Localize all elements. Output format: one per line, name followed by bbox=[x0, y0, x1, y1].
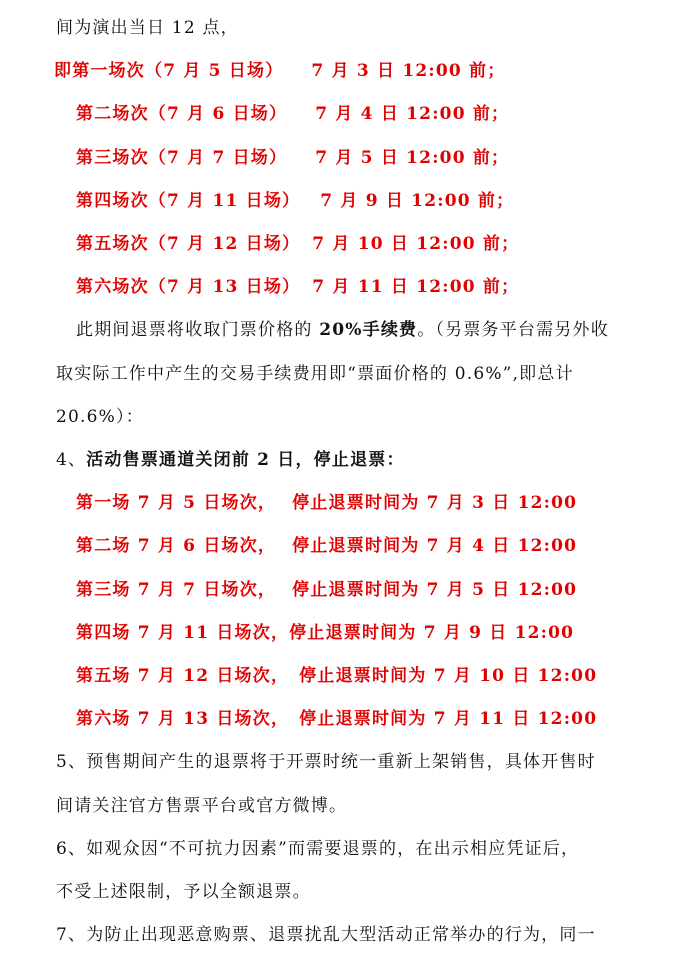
refund-deadline-4: 第四场次（7 月 11 日场） 7 月 9 日 12:00 前； bbox=[76, 190, 515, 211]
text-line: 间为演出当日 12 点， bbox=[56, 18, 239, 38]
refund-deadline-5: 第五场次（7 月 12 日场） 7 月 10 日 12:00 前； bbox=[76, 234, 520, 254]
item-5-line-1: 5、预售期间产生的退票将于开票时统一重新上架销售，具体开售时 bbox=[56, 752, 596, 773]
stop-refund-1: 第一场 7 月 5 日场次， 停止退票时间为 7 月 3 日 12:00 bbox=[76, 493, 578, 514]
item-5-line-2: 间请关注官方售票平台或官方微博。 bbox=[56, 795, 348, 816]
refund-deadline-1: 即第一场次（7 月 5 日场） 7 月 3 日 12:00 前； bbox=[54, 61, 506, 82]
stop-refund-4: 第四场 7 月 11 日场次，停止退票时间为 7 月 9 日 12:00 bbox=[76, 622, 575, 643]
refund-deadline-2: 第二场次（7 月 6 日场） 7 月 4 日 12:00 前； bbox=[76, 104, 510, 125]
item-6-line-1: 6、如观众因“不可抗力因素”而需要退票的，在出示相应凭证后， bbox=[56, 838, 580, 859]
item-7-line-1: 7、为防止出现恶意购票、退票扰乱大型活动正常举办的行为，同一 bbox=[56, 925, 596, 946]
item-6-line-2: 不受上述限制，予以全额退票。 bbox=[56, 882, 311, 902]
fee-paragraph-line-3: 20.6%）： bbox=[56, 406, 144, 427]
stop-refund-3: 第三场 7 月 7 日场次， 停止退票时间为 7 月 5 日 12:00 bbox=[76, 579, 578, 600]
fee-paragraph-line-1: 此期间退票将收取门票价格的 20%手续费。（另票务平台需另外收 bbox=[76, 320, 609, 341]
stop-refund-2: 第二场 7 月 6 日场次， 停止退票时间为 7 月 4 日 12:00 bbox=[76, 536, 578, 557]
fee-highlight: 20%手续费 bbox=[319, 320, 418, 341]
fee-paragraph-line-2: 取实际工作中产生的交易手续费用即“票面价格的 0.6%”,即总计 bbox=[56, 363, 574, 384]
stop-refund-5: 第五场 7 月 12 日场次， 停止退票时间为 7 月 10 日 12:00 bbox=[76, 666, 598, 686]
item-4-heading: 4、活动售票通道关闭前 2 日，停止退票： bbox=[56, 450, 405, 470]
refund-deadline-3: 第三场次（7 月 7 日场） 7 月 5 日 12:00 前； bbox=[76, 147, 510, 168]
refund-deadline-6: 第六场次（7 月 13 日场） 7 月 11 日 12:00 前； bbox=[76, 277, 520, 298]
stop-refund-6: 第六场 7 月 13 日场次， 停止退票时间为 7 月 11 日 12:00 bbox=[76, 709, 598, 730]
